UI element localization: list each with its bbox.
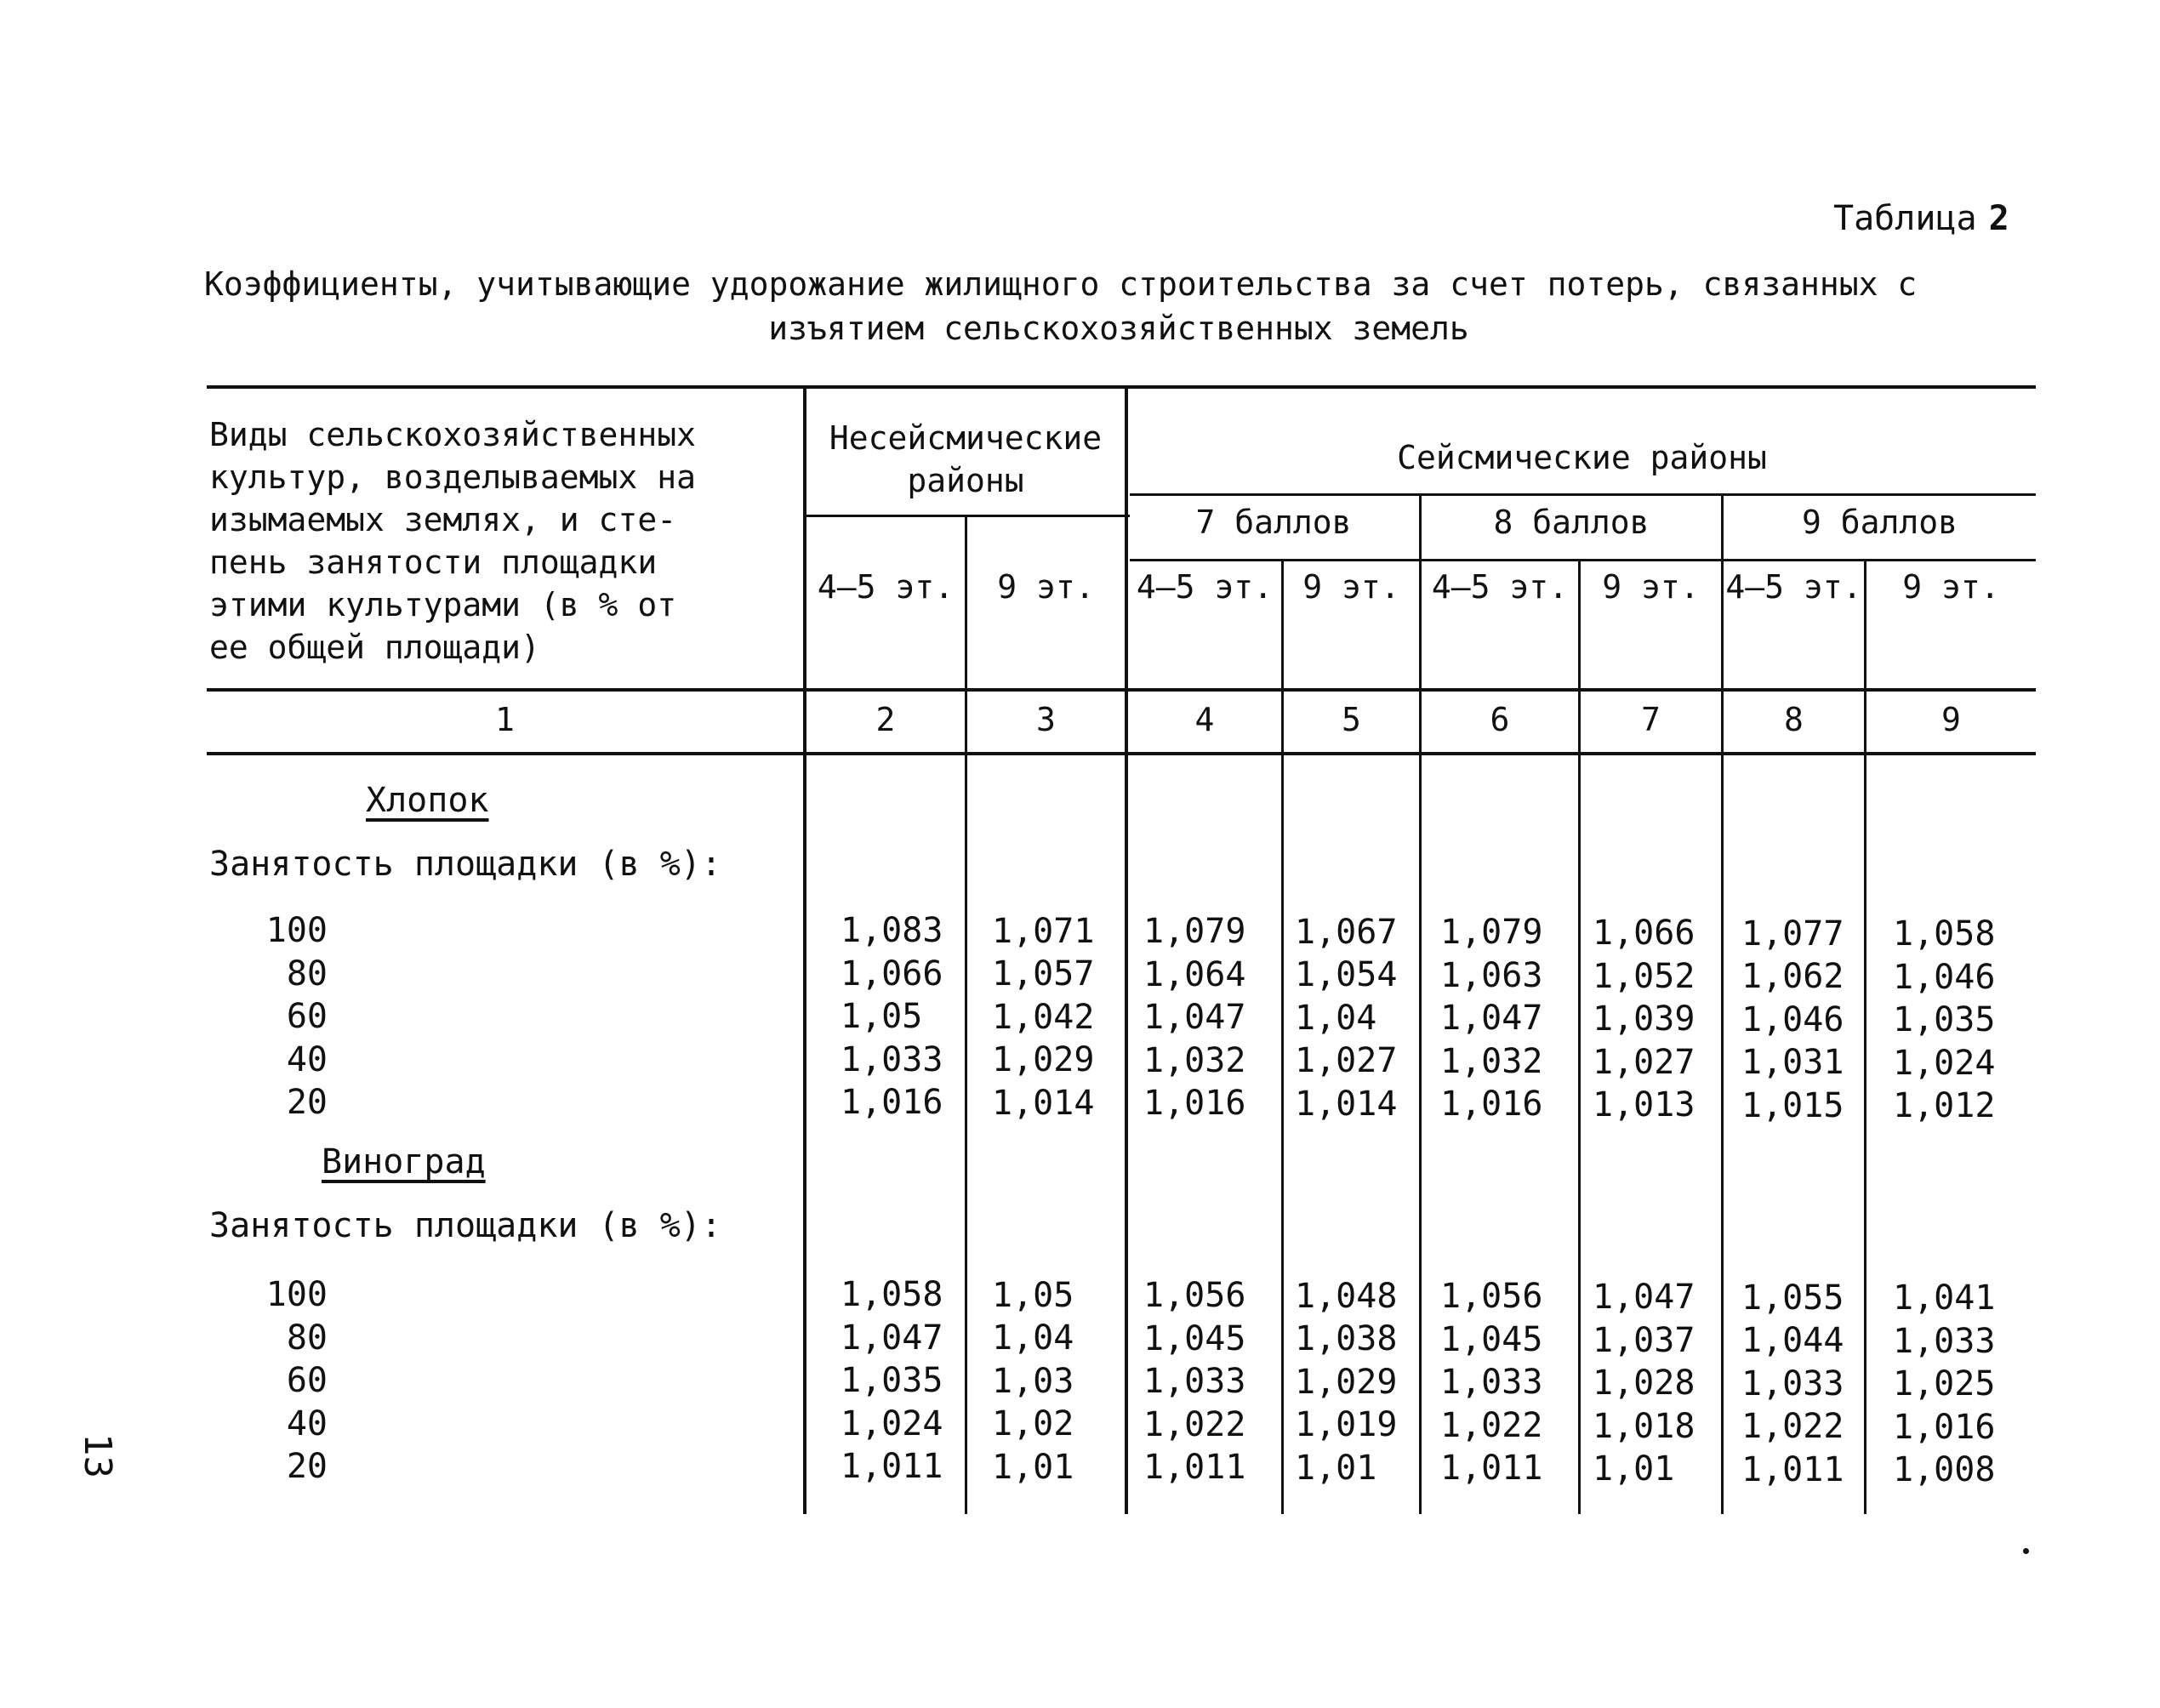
coefficient-cell: 1,027: [1593, 1042, 1696, 1082]
coefficient-cell: 1,035: [841, 1361, 943, 1400]
header-9-balls: 9 баллов: [1801, 504, 1958, 541]
coefficient-cell: 1,064: [1143, 954, 1246, 994]
coefficient-cell: 1,083: [841, 911, 943, 950]
coefficient-cell: 1,046: [1893, 957, 1996, 997]
coefficient-cell: 1,014: [992, 1083, 1095, 1123]
coefficient-cell: 1,025: [1893, 1364, 1996, 1404]
colnum-9: 9: [1941, 701, 1961, 738]
balls-sub-rule: [1130, 559, 2036, 561]
coefficient-cell: 1,055: [1741, 1278, 1844, 1318]
coefficient-cell: 1,047: [1143, 998, 1246, 1038]
colnum-1: 1: [495, 701, 515, 738]
coefficient-cell: 1,038: [1295, 1319, 1398, 1359]
header-floors-col8: 4–5 эт.: [1725, 568, 1862, 606]
occupancy-label: Занятость площадки (в %):: [209, 1206, 722, 1245]
header-stub-line: этими культурами (в % от: [209, 586, 677, 623]
header-floors-col6: 4–5 эт.: [1431, 568, 1569, 606]
coefficient-cell: 1,033: [841, 1039, 943, 1079]
table-title: [1833, 199, 2009, 238]
coefficient-cell: 1,016: [1440, 1085, 1543, 1124]
colnum-8: 8: [1784, 701, 1804, 738]
coefficient-cell: 1,029: [992, 1040, 1095, 1080]
occupancy-percent: 20: [286, 1447, 328, 1486]
coefficient-cell: 1,044: [1741, 1321, 1844, 1361]
coefficient-cell: 1,045: [1440, 1319, 1543, 1359]
coefficient-cell: 1,024: [1893, 1043, 1996, 1083]
coefficient-cell: 1,035: [1893, 1000, 1996, 1040]
header-floors-col2: 4–5 эт.: [817, 568, 955, 606]
coefficient-cell: 1,029: [1295, 1362, 1398, 1402]
coefficient-cell: 1,008: [1893, 1450, 1996, 1490]
coefficient-cell: 1,054: [1295, 955, 1398, 995]
coefficient-cell: 1,016: [841, 1083, 943, 1122]
header-floors-col9: 9 эт.: [1902, 568, 2000, 606]
section-title-cotton: Хлопок: [366, 781, 489, 820]
vrule-5: [1419, 495, 1422, 1514]
coefficient-cell: 1,032: [1143, 1040, 1246, 1080]
nonseismic-sub-rule: [806, 515, 1130, 517]
section-title-grape: Виноград: [322, 1142, 486, 1181]
coefficient-cell: 1,047: [1593, 1278, 1696, 1317]
header-stub: [209, 413, 696, 669]
coefficient-cell: 1,071: [992, 911, 1095, 951]
coefficient-cell: 1,077: [1741, 914, 1844, 954]
vrule-3: [1125, 387, 1128, 1514]
header-nonseismic: [806, 417, 1125, 502]
header-8-balls: 8 баллов: [1493, 504, 1650, 541]
coefficient-cell: 1,011: [1143, 1448, 1246, 1488]
header-floors-col4: 4–5 эт.: [1136, 568, 1274, 606]
coefficient-cell: 1,058: [1893, 914, 1996, 954]
header-floors-col7: 9 эт.: [1602, 568, 1700, 606]
coefficient-cell: 1,01: [992, 1447, 1074, 1487]
table-label: Таблица: [1833, 199, 1977, 238]
coefficient-cell: 1,028: [1593, 1364, 1696, 1403]
coefficient-cell: 1,01: [1295, 1448, 1377, 1488]
coefficient-cell: 1,046: [1741, 999, 1844, 1039]
header-stub-line: культур, возделываемых на: [209, 458, 696, 496]
colnum-bottom-rule: [207, 752, 2036, 755]
occupancy-label: Занятость площадки (в %):: [209, 845, 722, 884]
coefficient-cell: 1,062: [1741, 957, 1844, 997]
coefficient-cell: 1,04: [992, 1318, 1074, 1358]
coefficient-cell: 1,02: [992, 1404, 1074, 1444]
occupancy-percent: 80: [286, 954, 328, 993]
coefficient-cell: 1,045: [1143, 1318, 1246, 1358]
occupancy-percent: 20: [286, 1083, 328, 1122]
occupancy-percent: 100: [265, 911, 328, 950]
coefficient-cell: 1,05: [841, 997, 923, 1036]
coefficient-cell: 1,047: [1440, 999, 1543, 1039]
colnum-6: 6: [1490, 701, 1510, 738]
coefficient-cell: 1,031: [1741, 1043, 1844, 1083]
table-number: 2: [1988, 199, 2009, 238]
coefficient-cell: 1,016: [1143, 1084, 1246, 1124]
coefficient-cell: 1,03: [992, 1361, 1074, 1401]
header-stub-line: пень занятости площадки: [209, 544, 658, 581]
header-seismic: Сейсмические районы: [1397, 439, 1767, 476]
coefficient-cell: 1,014: [1295, 1084, 1398, 1124]
coefficient-cell: 1,066: [841, 954, 943, 993]
coefficient-cell: 1,042: [992, 997, 1095, 1037]
header-7-balls: 7 баллов: [1195, 504, 1352, 541]
table-top-rule: [207, 385, 2036, 389]
header-floors-col3: 9 эт.: [997, 568, 1095, 606]
coefficient-cell: 1,019: [1295, 1405, 1398, 1445]
coefficient-cell: 1,039: [1593, 999, 1696, 1039]
coefficient-cell: 1,011: [1440, 1449, 1543, 1489]
coefficient-cell: 1,024: [841, 1403, 943, 1443]
coefficient-cell: 1,022: [1440, 1405, 1543, 1445]
coefficient-cell: 1,033: [1143, 1362, 1246, 1402]
table-caption-line1: Коэффициенты, учитывающие удорожание жилищного строительства за счет потерь, связанных с: [204, 265, 1918, 303]
vrule-7: [1721, 495, 1724, 1514]
coefficient-cell: 1,013: [1593, 1085, 1696, 1124]
header-nonseismic-line: Несейсмические: [829, 419, 1103, 457]
coefficient-cell: 1,05: [992, 1275, 1074, 1315]
occupancy-percent: 60: [286, 997, 328, 1036]
occupancy-percent: 40: [286, 1039, 328, 1079]
header-bottom-rule: [207, 688, 2036, 692]
header-nonseismic-line: районы: [907, 462, 1024, 499]
occupancy-percent: 40: [286, 1403, 328, 1443]
coefficient-cell: 1,033: [1893, 1321, 1996, 1361]
colnum-7: 7: [1641, 701, 1661, 738]
vrule-2: [965, 516, 967, 1514]
occupancy-percent: 100: [265, 1275, 328, 1314]
coefficient-cell: 1,057: [992, 954, 1095, 994]
coefficient-cell: 1,041: [1893, 1278, 1996, 1318]
coefficient-cell: 1,048: [1295, 1276, 1398, 1316]
header-stub-line: изымаемых землях, и сте-: [209, 501, 677, 538]
coefficient-cell: 1,011: [841, 1447, 943, 1486]
occupancy-percent: 80: [286, 1318, 328, 1358]
coefficient-cell: 1,066: [1593, 914, 1696, 953]
colnum-3: 3: [1036, 701, 1056, 738]
coefficient-cell: 1,032: [1440, 1041, 1543, 1081]
coefficient-cell: 1,04: [1295, 998, 1377, 1038]
coefficient-cell: 1,052: [1593, 956, 1696, 996]
coefficient-cell: 1,063: [1440, 955, 1543, 995]
coefficient-cell: 1,01: [1593, 1449, 1675, 1489]
coefficient-cell: 1,033: [1440, 1363, 1543, 1403]
colnum-4: 4: [1194, 701, 1215, 738]
coefficient-cell: 1,022: [1741, 1407, 1844, 1447]
coefficient-cell: 1,056: [1440, 1277, 1543, 1317]
coefficient-cell: 1,018: [1593, 1406, 1696, 1446]
coefficient-cell: 1,016: [1893, 1407, 1996, 1447]
page-number: 13: [76, 1433, 119, 1478]
vrule-1: [803, 387, 806, 1514]
header-floors-col5: 9 эт.: [1302, 568, 1400, 606]
seismic-sub-rule: [1130, 493, 2036, 496]
coefficient-cell: 1,058: [841, 1275, 943, 1314]
colnum-5: 5: [1342, 701, 1361, 738]
coefficient-cell: 1,047: [841, 1318, 943, 1358]
table-caption-line2: изъятием сельскохозяйственных земель: [768, 310, 1469, 347]
coefficient-cell: 1,079: [1440, 913, 1543, 953]
stray-dot: [2023, 1548, 2029, 1554]
coefficient-cell: 1,015: [1741, 1085, 1844, 1125]
coefficient-cell: 1,022: [1143, 1404, 1246, 1444]
coefficient-cell: 1,027: [1295, 1041, 1398, 1081]
coefficient-cell: 1,037: [1593, 1320, 1696, 1360]
coefficient-cell: 1,056: [1143, 1276, 1246, 1316]
coefficient-cell: 1,033: [1741, 1364, 1844, 1403]
coefficient-cell: 1,012: [1893, 1086, 1996, 1126]
coefficient-cell: 1,079: [1143, 912, 1246, 952]
header-stub-line: ее общей площади): [209, 629, 540, 666]
coefficient-cell: 1,067: [1295, 912, 1398, 952]
header-stub-line: Виды сельскохозяйственных: [209, 416, 696, 453]
coefficient-cell: 1,011: [1741, 1449, 1844, 1489]
colnum-2: 2: [875, 701, 896, 738]
occupancy-percent: 60: [286, 1361, 328, 1400]
